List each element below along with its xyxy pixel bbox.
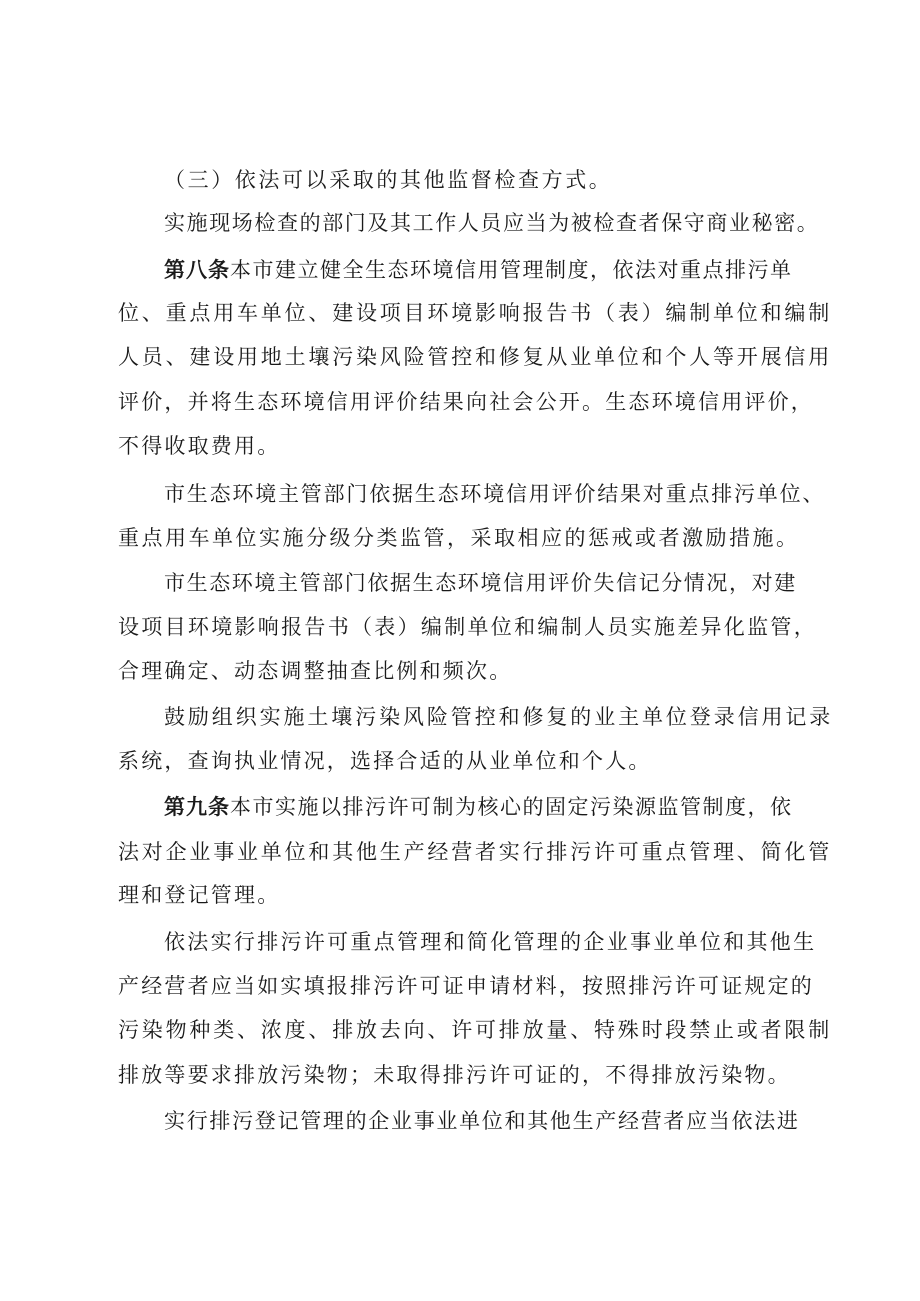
line-text: 本市建立健全生态环境信用管理制度，依法对重点排污单 [230,258,793,282]
paragraph-line: 评价，并将生态环境信用评价结果向社会公开。生态环境信用评价， [118,390,814,414]
article-number: 第九条 [164,794,230,819]
paragraph-line: 合理确定、动态调整抽查比例和频次。 [118,659,513,683]
paragraph-line [164,793,793,821]
paragraph-line: 实行排污登记管理的企业事业单位和其他生产经营者应当依法进 [164,1109,800,1133]
paragraph-line: 市生态环境主管部门依据生态环境信用评价结果对重点排污单位、 [164,482,826,506]
paragraph-line: 不得收取费用。 [118,434,281,458]
paragraph-line: 排放等要求排放污染物；未取得排污许可证的，不得排放污染物。 [118,1063,791,1087]
paragraph-line: 产经营者应当如实填报排污许可证申请材料，按照排污许可证规定的 [118,974,814,998]
line-text: 本市实施以排污许可制为核心的固定污染源监管制度，依 [230,795,793,819]
paragraph-line: 人员、建设用地土壤污染风险管控和修复从业单位和个人等开展信用 [118,345,832,369]
paragraph-line: （三）依法可以采取的其他监督检查方式。 [164,168,613,192]
paragraph-line [164,256,793,284]
paragraph-line: 污染物种类、浓度、排放去向、许可排放量、特殊时段禁止或者限制 [118,1018,832,1042]
paragraph-line: 系统，查询执业情况，选择合适的从业单位和个人。 [118,749,652,773]
paragraph-line: 理和登记管理。 [118,883,281,907]
paragraph-line: 依法实行排污许可重点管理和简化管理的企业事业单位和其他生 [164,930,817,954]
paragraph-line: 设项目环境影响报告书（表）编制单位和编制人员实施差异化监管， [118,615,817,639]
article-number: 第八条 [164,257,230,282]
paragraph-line: 法对企业事业单位和其他生产经营者实行排污许可重点管理、简化管 [118,840,832,864]
paragraph-line: 实施现场检查的部门及其工作人员应当为被检查者保守商业秘密。 [164,211,820,235]
paragraph-line: 鼓励组织实施土壤污染风险管控和修复的业主单位登录信用记录 [164,705,834,729]
paragraph-line: 重点用车单位实施分级分类监管，采取相应的惩戒或者激励措施。 [118,526,800,550]
paragraph-line: 位、重点用车单位、建设项目环境影响报告书（表）编制单位和编制 [118,301,832,325]
paragraph-line: 市生态环境主管部门依据生态环境信用评价失信记分情况，对建 [164,571,797,595]
